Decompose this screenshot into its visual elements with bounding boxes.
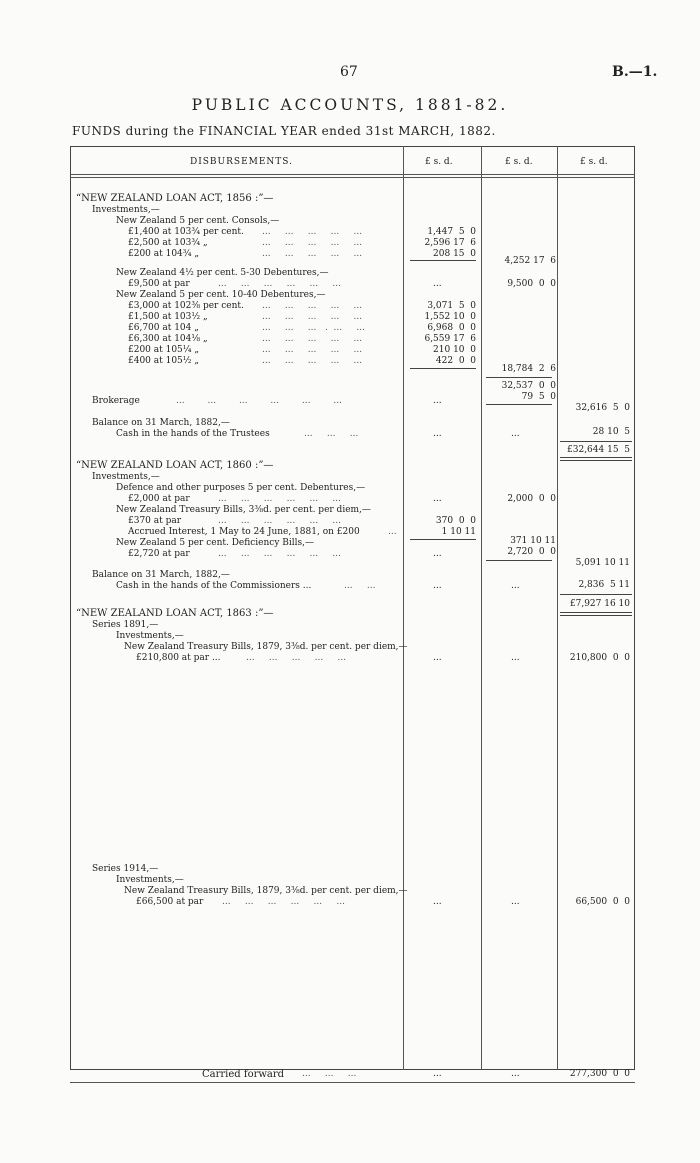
label-defence: Defence and other purposes 5 per cent. Debentures,— [116, 483, 366, 493]
amount: 6,968 0 0 [427, 323, 476, 333]
label-series-1891: Series 1891,— [92, 620, 159, 630]
ellipsis: ... [433, 1069, 442, 1079]
label-balance-1860: Balance on 31 March, 1882,— [92, 570, 230, 580]
item-accrued: Accrued Interest, 1 May to 24 June, 1881, on £200 [128, 527, 360, 537]
leader-dots: ... ... ... ... ... ... [218, 549, 342, 559]
ellipsis: ... [433, 897, 442, 907]
item-deb-6: £400 at 105½ „ [128, 356, 200, 366]
ellipsis: ... [433, 494, 442, 504]
amount: 32,537 0 0 [501, 381, 556, 391]
column-header-3: £ s. d. [580, 157, 608, 167]
label-carried-forward: Carried forward [202, 1069, 285, 1080]
item-deb-4: £6,300 at 104⅛ „ [128, 334, 208, 344]
item-deb-3: £6,700 at 104 „ [128, 323, 199, 333]
leader-dots: ... ... ... ... ... [262, 356, 363, 366]
item-consol-1: £1,400 at 103¾ per cent. [128, 227, 244, 237]
amount: 32,616 5 0 [575, 403, 630, 413]
leader-dots: ... ... ... ... ... ... [176, 396, 342, 406]
amount: 28 10 5 [592, 427, 630, 437]
ellipsis: ... [511, 897, 520, 907]
label-consols: New Zealand 5 per cent. Consols,— [116, 216, 280, 226]
total-rule [560, 460, 632, 461]
amount: 5,091 10 11 [575, 558, 630, 568]
leader-dots: ... ... ... [302, 1069, 357, 1079]
leader-dots: ... ... ... ... ... [262, 249, 363, 259]
item-deb530: £9,500 at par [128, 279, 190, 289]
item-treasury: £370 at par [128, 516, 182, 526]
item-bills-1914: £66,500 at par [136, 897, 204, 907]
leader-dots: ... ... ... [304, 429, 359, 439]
item-deb-5: £200 at 105¼ „ [128, 345, 200, 355]
amount: 2,720 0 0 [507, 547, 556, 557]
ellipsis: ... [433, 653, 442, 663]
leader-dots: ... ... ... . ... ... [262, 323, 365, 333]
label-cash-commissioners: Cash in the hands of the Commissioners ... [116, 581, 312, 591]
ellipsis: ... [511, 429, 520, 439]
amount: 6,559 17 6 [424, 334, 476, 344]
amount: 2,836 5 11 [578, 580, 630, 590]
item-deficiency: £2,720 at par [128, 549, 190, 559]
leader-dots: ... ... ... ... ... ... [218, 494, 342, 504]
section-heading-1863: “NEW ZEALAND LOAN ACT, 1863 :”— [76, 608, 274, 619]
total-rule [560, 612, 632, 613]
leader-dots: ... ... ... ... ... [262, 301, 363, 311]
amount: 1,552 10 0 [424, 312, 476, 322]
ellipsis: ... [433, 429, 442, 439]
item-bills-1891: £210,800 at par ... [136, 653, 221, 663]
leader-dots: ... ... ... ... ... ... [218, 279, 342, 289]
col-divider-3 [557, 146, 558, 1070]
label-series-1914: Series 1914,— [92, 864, 159, 874]
page-subtitle: FUNDS during the FINANCIAL YEAR ended 31st MARCH, 1882. [72, 124, 496, 138]
label-investments: Investments,— [92, 205, 160, 215]
footer-rule [70, 1082, 635, 1083]
amount: 208 15 0 [433, 249, 476, 259]
label-treasury-bills-1891: New Zealand Treasury Bills, 1879, 3⅜d. per cent. per diem,— [124, 642, 408, 652]
leader-dots: ... ... [344, 581, 376, 591]
header-rule-2 [70, 177, 635, 178]
label-debentures-1040: New Zealand 5 per cent. 10-40 Debentures,— [116, 290, 326, 300]
sum-rule [486, 560, 552, 561]
item-consol-3: £200 at 104¾ „ [128, 249, 200, 259]
sum-rule [486, 377, 552, 378]
leader-dots: ... ... ... ... ... [262, 312, 363, 322]
label-balance-1856: Balance on 31 March, 1882,— [92, 418, 230, 428]
label-deficiency: New Zealand 5 per cent. Deficiency Bills,— [116, 538, 315, 548]
amount: 66,500 0 0 [575, 897, 630, 907]
amount: 371 10 11 [510, 536, 556, 546]
amount-carried-forward: 277,300 0 0 [569, 1069, 630, 1079]
item-consol-2: £2,500 at 103¾ „ [128, 238, 208, 248]
column-header-1: £ s. d. [425, 157, 453, 167]
leader-dots: ... ... ... ... ... [262, 238, 363, 248]
header-rule [70, 174, 635, 175]
leader-dots: ... [388, 527, 397, 537]
total-rule [560, 457, 632, 458]
total-1856: £32,644 15 5 [567, 445, 630, 455]
amount: 1,447 5 0 [427, 227, 476, 237]
ellipsis: ... [433, 279, 442, 289]
sum-rule [560, 594, 632, 595]
col-divider-1 [403, 146, 404, 1070]
amount: 2,000 0 0 [507, 494, 556, 504]
leader-dots: ... ... ... ... ... [262, 227, 363, 237]
total-rule [560, 615, 632, 616]
sum-rule [560, 441, 632, 442]
label-cash-trustees: Cash in the hands of the Trustees [116, 429, 270, 439]
amount: 4,252 17 6 [504, 256, 556, 266]
label-investments: Investments,— [116, 875, 184, 885]
label-treasury: New Zealand Treasury Bills, 3⅜d. per cent. per diem,— [116, 505, 371, 515]
label-treasury-bills-1914: New Zealand Treasury Bills, 1879, 3⅜d. per cent. per diem,— [124, 886, 408, 896]
page-number: 67 [340, 64, 358, 80]
leader-dots: ... ... ... ... ... ... [218, 516, 342, 526]
ellipsis: ... [433, 396, 442, 406]
section-heading-1856: “NEW ZEALAND LOAN ACT, 1856 :”— [76, 193, 274, 204]
amount: 210 10 0 [433, 345, 476, 355]
leader-dots: ... ... ... ... ... [262, 334, 363, 344]
column-header-2: £ s. d. [505, 157, 533, 167]
amount: 18,784 2 6 [501, 364, 556, 374]
item-deb-1: £3,000 at 102⅜ per cent. [128, 301, 244, 311]
leader-dots: ... ... ... ... ... [262, 345, 363, 355]
sum-rule [410, 368, 476, 369]
ellipsis: ... [433, 581, 442, 591]
section-heading-1860: “NEW ZEALAND LOAN ACT, 1860 :”— [76, 460, 274, 471]
amount: 9,500 0 0 [507, 279, 556, 289]
sum-rule [410, 539, 476, 540]
amount: 370 0 0 [435, 516, 476, 526]
sum-rule [486, 404, 552, 405]
sum-rule [410, 260, 476, 261]
ellipsis: ... [433, 549, 442, 559]
amount: 1 10 11 [441, 527, 476, 537]
label-debentures-530: New Zealand 4½ per cent. 5-30 Debentures,— [116, 268, 329, 278]
amount: 422 0 0 [435, 356, 476, 366]
ellipsis: ... [511, 653, 520, 663]
page-reference: B.—1. [612, 64, 658, 80]
ellipsis: ... [511, 581, 520, 591]
amount: 79 5 0 [521, 392, 556, 402]
item-deb-2: £1,500 at 103½ „ [128, 312, 208, 322]
page-title: PUBLIC ACCOUNTS, 1881-82. [191, 96, 509, 114]
label-brokerage: Brokerage [92, 396, 140, 406]
amount: 210,800 0 0 [569, 653, 630, 663]
amount: 2,596 17 6 [424, 238, 476, 248]
leader-dots: ... ... ... ... ... ... [222, 897, 346, 907]
column-header-description: DISBURSEMENTS. [190, 157, 294, 167]
total-1860: £7,927 16 10 [569, 599, 630, 609]
item-defence: £2,000 at par [128, 494, 190, 504]
leader-dots: ... ... ... ... ... [246, 653, 347, 663]
amount: 3,071 5 0 [427, 301, 476, 311]
label-investments: Investments,— [116, 631, 184, 641]
col-divider-2 [481, 146, 482, 1070]
ellipsis: ... [511, 1069, 520, 1079]
label-investments: Investments,— [92, 472, 160, 482]
